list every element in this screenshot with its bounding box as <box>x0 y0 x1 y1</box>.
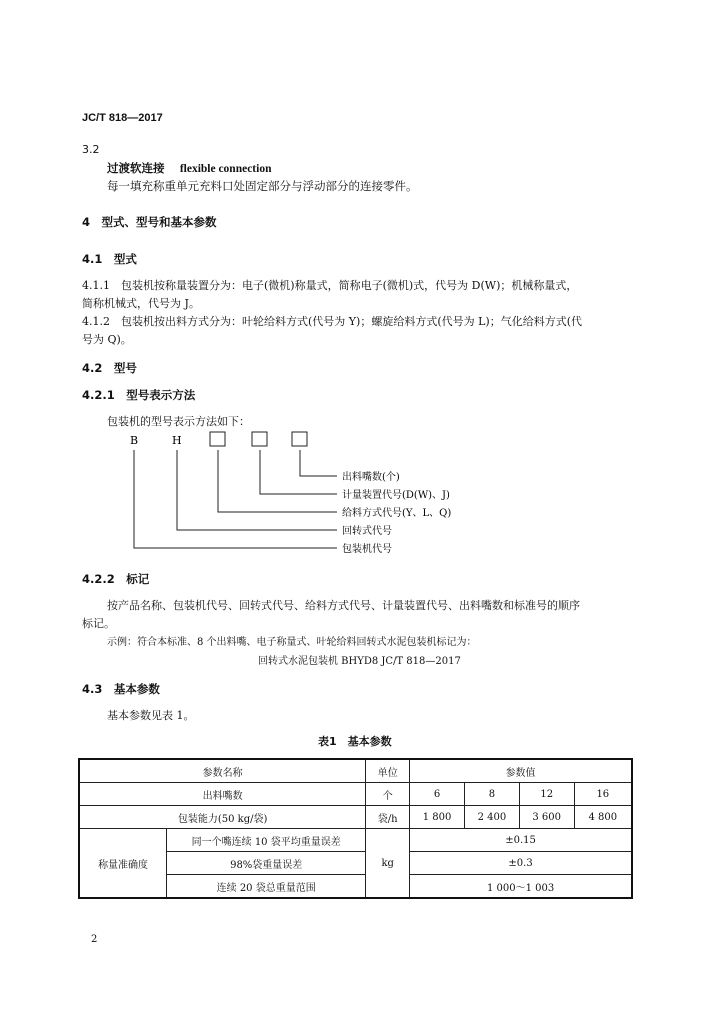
accuracy-unit: kg <box>366 829 410 899</box>
section-4-2-1-title: 4.2.1 型号表示方法 <box>82 388 196 402</box>
placeholder-box-measure <box>252 432 267 446</box>
example-mark: 回转式水泥包装机 BHYD8 JC/T 818—2017 <box>258 656 461 667</box>
section-4-1-title: 4.1 型式 <box>82 252 137 266</box>
row-nozzles-value: 16 <box>574 783 632 806</box>
clause-4-1-2-line1: 4.1.2 包装机按出料方式分为：叶轮给料方式(代号为 Y)；螺旋给料方式(代号为 L)；气化给料方式(代 <box>82 315 583 328</box>
parameters-reference: 基本参数见表 1。 <box>107 709 195 722</box>
letter-h: H <box>172 434 182 447</box>
standard-code: JC/T 818—2017 <box>82 112 163 124</box>
letter-b: B <box>130 434 139 447</box>
header-parameter-name: 参数名称 <box>79 759 366 783</box>
placeholder-box-feed <box>210 432 225 446</box>
table-row <box>79 829 632 852</box>
clause-4-1-1-line1: 4.1.1 包装机按称量装置分为：电子(微机)称量式，简称电子(微机)式，代号为 D(W)；机械称量式， <box>82 279 578 292</box>
section-4-3-title: 4.3 基本参数 <box>82 682 160 696</box>
connector-nozzles <box>300 450 337 476</box>
connector-packer <box>134 450 337 548</box>
term-english: flexible connection <box>179 163 272 175</box>
connector-feed <box>218 450 337 512</box>
row-capacity-value: 1 800 <box>410 806 465 829</box>
label-rotary-code: 回转式代号 <box>342 526 392 537</box>
table-row <box>79 806 632 829</box>
clause-4-1-2-line2: 号为 Q)。 <box>82 333 132 346</box>
term-definition: 每一填充称重单元充料口处固定部分与浮动部分的连接零件。 <box>107 179 418 193</box>
label-feed-code: 给料方式代号(Y、L、Q) <box>342 508 452 519</box>
model-intro-text: 包装机的型号表示方法如下： <box>107 415 250 428</box>
accuracy-item-name: 连续 20 袋总重量范围 <box>167 875 366 899</box>
table-row <box>79 783 632 806</box>
row-nozzles-name: 出料嘴数 <box>79 783 366 806</box>
accuracy-item-value: 1 000～1 003 <box>410 875 632 899</box>
section-4-2-2-title: 4.2.2 标记 <box>82 572 150 586</box>
row-capacity-value: 4 800 <box>574 806 632 829</box>
label-packer-code: 包装机代号 <box>342 544 392 555</box>
placeholder-box-nozzles <box>292 432 307 446</box>
basic-parameters-table <box>78 758 633 899</box>
accuracy-item-value: ±0.3 <box>410 852 632 875</box>
row-capacity-value: 2 400 <box>464 806 519 829</box>
label-nozzle-count: 出料嘴数(个) <box>342 472 400 483</box>
connector-rotary <box>177 450 337 530</box>
term-heading <box>107 160 271 176</box>
marking-text-line2: 标记。 <box>82 617 115 630</box>
accuracy-item-name: 98%袋重量误差 <box>167 852 366 875</box>
header-parameter-value: 参数值 <box>410 759 632 783</box>
row-nozzles-value: 6 <box>410 783 465 806</box>
row-nozzles-value: 12 <box>519 783 574 806</box>
accuracy-item-name: 同一个嘴连续 10 袋平均重量误差 <box>167 829 366 852</box>
clause-4-1-1-line2: 简称机械式，代号为 J。 <box>82 297 200 310</box>
section-4-2-title: 4.2 型号 <box>82 361 137 375</box>
label-measure-code: 计量装置代号(D(W)、J) <box>342 490 450 501</box>
page-number: 2 <box>91 934 98 945</box>
accuracy-item-value: ±0.15 <box>410 829 632 852</box>
table-caption: 表1 基本参数 <box>318 735 392 748</box>
example-text: 示例：符合本标准、8 个出料嘴、电子称量式、叶轮给料回转式水泥包装机标记为： <box>107 637 477 648</box>
marking-text-line1: 按产品名称、包装机代号、回转式代号、给料方式代号、计量装置代号、出料嘴数和标准号的顺序 <box>107 599 580 612</box>
accuracy-group-label: 称量准确度 <box>79 829 167 899</box>
term-chinese: 过渡软连接 <box>107 161 165 175</box>
clause-3-2-number: 3.2 <box>82 143 100 156</box>
connector-measure <box>260 450 337 494</box>
header-unit: 单位 <box>366 759 410 783</box>
row-nozzles-unit: 个 <box>366 783 410 806</box>
table-header-row <box>79 759 632 783</box>
row-capacity-unit: 袋/h <box>366 806 410 829</box>
section-4-title: 4 型式、型号和基本参数 <box>82 215 217 229</box>
row-nozzles-value: 8 <box>464 783 519 806</box>
row-capacity-value: 3 600 <box>519 806 574 829</box>
row-capacity-name: 包装能力(50 kg/袋) <box>79 806 366 829</box>
